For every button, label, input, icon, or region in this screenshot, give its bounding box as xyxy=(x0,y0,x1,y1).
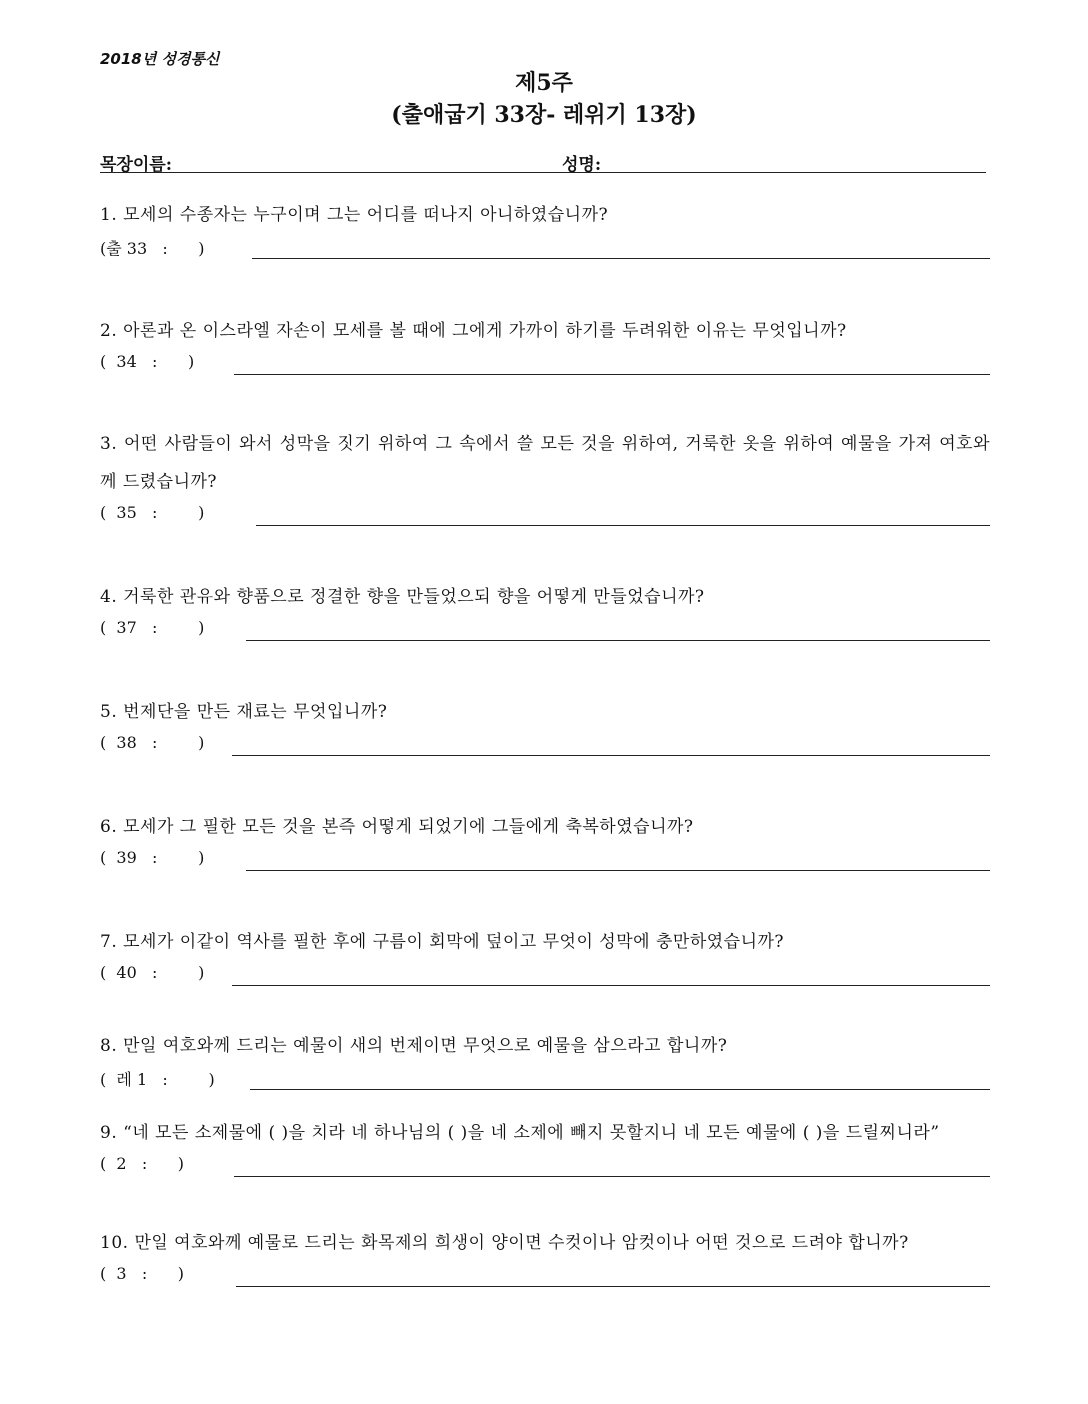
name-row xyxy=(100,146,986,174)
answer-row xyxy=(100,961,990,991)
chapter-range: (출애굽기 33장- 레위기 13장) xyxy=(391,102,697,128)
answer-row xyxy=(100,1262,990,1292)
question-4 xyxy=(100,578,990,646)
question-text: 2. 아론과 온 이스라엘 자손이 모세를 볼 때에 그에게 가까이 하기를 두려워한 이유는 무엇입니까? xyxy=(100,321,847,341)
answer-row xyxy=(100,350,990,380)
question-text: 9. “네 모든 소제물에 ( )을 치라 네 하나님의 ( )을 네 소제에 빼지 못할지니 네 모든 예물에 ( )을 드릴찌니라” xyxy=(100,1123,940,1143)
reference: ( 2 : ) xyxy=(100,1154,184,1173)
question-7 xyxy=(100,923,990,991)
answer-line[interactable] xyxy=(234,1176,990,1177)
reference: ( 34 : ) xyxy=(100,352,195,371)
answer-row xyxy=(100,1065,990,1095)
name-field[interactable] xyxy=(550,172,986,173)
answer-line[interactable] xyxy=(232,985,990,986)
question-text: 6. 모세가 그 필한 모든 것을 본즉 어떻게 되었기에 그들에게 축복하였습니까? xyxy=(100,817,694,837)
question-3 xyxy=(100,425,990,531)
question-1 xyxy=(100,196,990,264)
question-9 xyxy=(100,1114,990,1182)
answer-line[interactable] xyxy=(246,640,990,641)
question-text: 3. 어떤 사람들이 와서 성막을 짓기 위하여 그 속에서 쓸 모든 것을 위하여, 거룩한 옷을 위하여 예물을 가져 여호와께 드렸습니까? xyxy=(100,434,990,492)
question-6 xyxy=(100,808,990,876)
answer-row xyxy=(100,616,990,646)
answer-row xyxy=(100,731,990,761)
answer-line[interactable] xyxy=(232,755,990,756)
week-title: 제5주 xyxy=(515,70,573,96)
reference: ( 39 : ) xyxy=(100,848,205,867)
reference: ( 38 : ) xyxy=(100,733,205,752)
question-8 xyxy=(100,1027,990,1095)
answer-row xyxy=(100,501,990,531)
question-text: 7. 모세가 이같이 역사를 필한 후에 구름이 회막에 덮이고 무엇이 성막에 충만하였습니까? xyxy=(100,932,785,952)
question-text: 5. 번제단을 만든 재료는 무엇입니까? xyxy=(100,702,388,722)
reference: (출 33 : ) xyxy=(100,239,205,258)
answer-row xyxy=(100,1152,990,1182)
newsletter-title: 2018년 성경통신 xyxy=(100,50,220,68)
question-10 xyxy=(100,1224,990,1292)
answer-row xyxy=(100,234,990,264)
question-2 xyxy=(100,312,990,380)
group-field[interactable] xyxy=(100,172,550,173)
answer-line[interactable] xyxy=(236,1286,990,1287)
question-text: 1. 모세의 수종자는 누구이며 그는 어디를 떠나지 아니하였습니까? xyxy=(100,205,609,225)
answer-row xyxy=(100,846,990,876)
answer-line[interactable] xyxy=(250,1089,990,1090)
reference: ( 40 : ) xyxy=(100,963,205,982)
question-text: 8. 만일 여호와께 드리는 예물이 새의 번제이면 무엇으로 예물을 삼으라고 합니까? xyxy=(100,1036,728,1056)
answer-line[interactable] xyxy=(234,374,990,375)
name-label: 성명: xyxy=(562,155,602,175)
question-5 xyxy=(100,693,990,761)
reference: ( 레 1 : ) xyxy=(100,1070,215,1089)
question-text: 10. 만일 여호와께 예물로 드리는 화목제의 희생이 양이면 수컷이나 암컷이나 어떤 것으로 드려야 합니까? xyxy=(100,1233,909,1253)
reference: ( 3 : ) xyxy=(100,1264,184,1283)
reference: ( 37 : ) xyxy=(100,618,205,637)
answer-line[interactable] xyxy=(246,870,990,871)
answer-line[interactable] xyxy=(256,525,990,526)
reference: ( 35 : ) xyxy=(100,503,205,522)
group-label: 목장이름: xyxy=(100,155,172,175)
answer-line[interactable] xyxy=(252,258,990,259)
question-text: 4. 거룩한 관유와 향품으로 정결한 향을 만들었으되 향을 어떻게 만들었습니까? xyxy=(100,587,705,607)
